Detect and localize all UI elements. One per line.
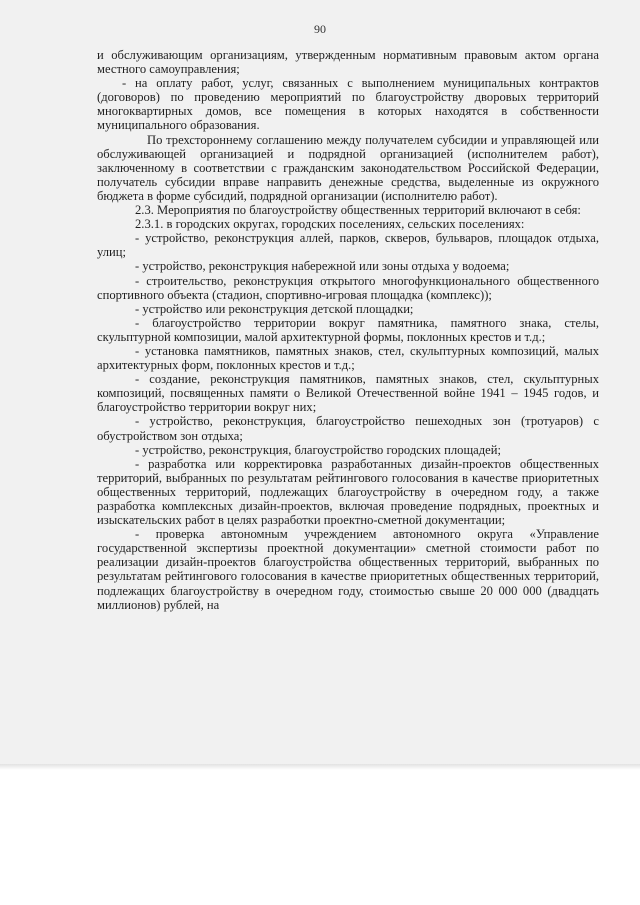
scan-edge <box>0 764 640 770</box>
paragraph-continuation: и обслуживающим организациям, утвержденным нормативным правовым актом органа местного самоуправления; <box>97 48 599 77</box>
list-item: - создание, реконструкция памятников, памятных знаков, стел, скульптурных композиций, посвященных памяти о Великой Отечественной войне 1941 – 1945 годов, и благоустройство территории вокруг них; <box>97 372 599 415</box>
list-item: - благоустройство территории вокруг памятника, памятного знака, стелы, скульптурной композиции, малой архитектурной формы, поклонных крестов и т.д.; <box>97 315 599 344</box>
list-item: - устройство или реконструкция детской площадки; <box>135 301 414 316</box>
list-item: - устройство, реконструкция, благоустройство пешеходных зон (тротуаров) с обустройством зон отдыха; <box>97 414 599 443</box>
list-item: - проверка автономным учреждением автономного округа «Управление государственной экспертизы проектной документации» сметной стоимости работ по реализации дизайн-проектов благоустройства общественных территорий, выбранных по результатам рейтингового голосования в качестве приоритетных общественных территорий, подлежащих благоустройству в очередном году, стоимостью свыше 20 000 000 (двадцать миллионов) рублей, на <box>97 527 599 612</box>
page-number: 90 <box>314 22 326 36</box>
list-item: - установка памятников, памятных знаков, стел, скульптурных композиций, малых архитектурных форм, поклонных крестов и т.д.; <box>97 343 599 373</box>
paragraph-tripartite-agreement: По трехстороннему соглашению между получателем субсидии и управляющей или обслуживающей организацией и подрядной организацией (исполнителем работ), заключенному в соответствии с гражданским законодательством Российской Федерации, получатель субсидии вправе направить денежные средства, выделенные из окружного бюджета в форме субсидий, подрядной организации (исполнителю работ). <box>97 132 599 203</box>
list-item: - строительство, реконструкция открытого многофункционального общественного спортивного объекта (стадион, спортивно-игровая площадка (комплекс)); <box>97 273 599 302</box>
list-item: - разработка или корректировка разработанных дизайн-проектов общественных территорий, выбранных по результатам рейтингового голосования в качестве приоритетных общественных территорий, подлежащих благоустройству в очередном году, а также разработка комплексных дизайн-проектов, включая проведение подрядных, проектных и изыскательских работ в целях разработки проектно-сметной документации; <box>97 456 599 528</box>
document-body <box>97 48 599 612</box>
list-item: - устройство, реконструкция набережной или зоны отдыха у водоема; <box>135 259 510 274</box>
list-item: - устройство, реконструкция, благоустройство городских площадей; <box>135 442 501 457</box>
paragraph-section-2-3: 2.3. Мероприятия по благоустройству общественных территорий включают в себя: <box>135 203 581 218</box>
paragraph-municipal-contracts: - на оплату работ, услуг, связанных с выполнением муниципальных контрактов (договоров) по проведению мероприятий по благоустройству дворовых территорий многоквартирных домов, все помещения в которых находятся в собственности муниципального образования. <box>97 76 599 133</box>
paragraph-section-2-3-1: 2.3.1. в городских округах, городских поселениях, сельских поселениях: <box>135 217 525 232</box>
list-item: - устройство, реконструкция аллей, парков, скверов, бульваров, площадок отдыха, улиц; <box>97 231 599 260</box>
